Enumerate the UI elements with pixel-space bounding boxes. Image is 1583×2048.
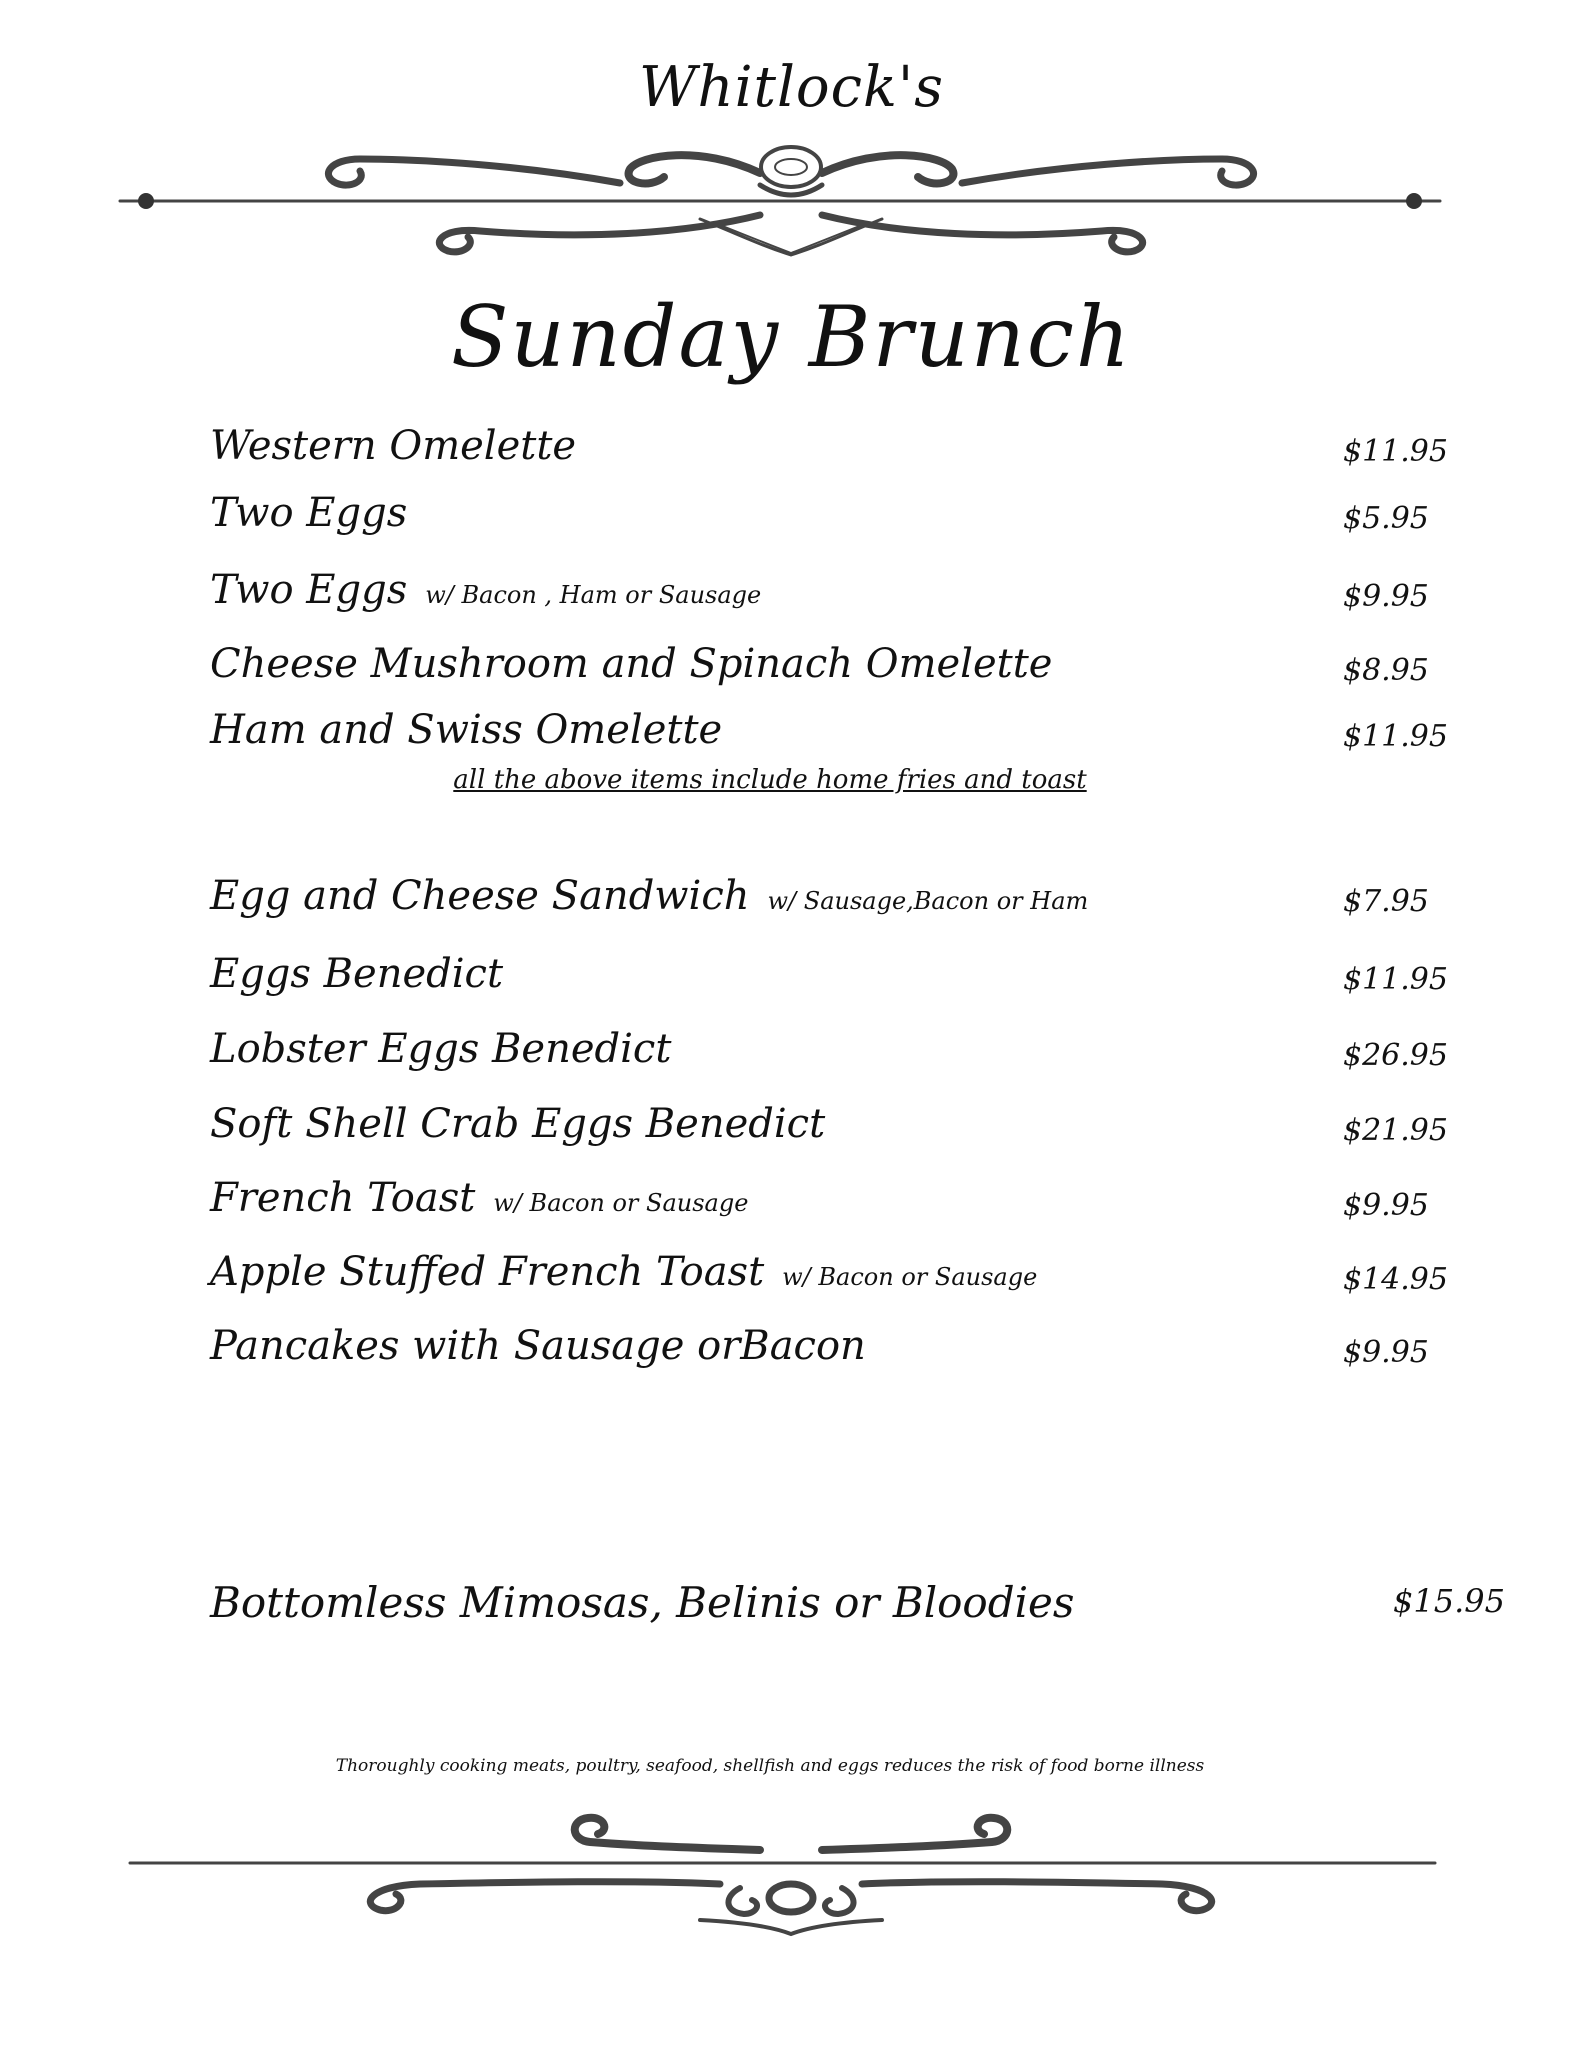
- restaurant-logo: Whitlock's: [638, 55, 945, 120]
- menu-item-price: $14.95: [1343, 1262, 1448, 1297]
- menu-item-price: $11.95: [1343, 434, 1448, 469]
- menu-item-name: Lobster Eggs Benedict: [210, 1026, 672, 1072]
- drink-item-price: $15.95: [1393, 1582, 1505, 1620]
- food-safety-disclaimer: Thoroughly cooking meats, poultry, seafood, shellfish and eggs reduces the risk of food borne illness: [335, 1756, 1205, 1776]
- menu-item-note: w/ Sausage,Bacon or Ham: [767, 887, 1089, 915]
- menu-item-name: Cheese Mushroom and Spinach Omelette: [210, 641, 1053, 687]
- menu-item-name: Western Omelette: [210, 423, 577, 469]
- bottom-ornament: [0, 1800, 1583, 1950]
- top-ornament: [0, 135, 1583, 265]
- menu-item-name: Two Eggs w/ Bacon , Ham or Sausage: [210, 567, 762, 613]
- menu-item-name: Ham and Swiss Omelette: [210, 707, 723, 753]
- menu-item-price: $9.95: [1343, 1335, 1429, 1370]
- drink-item-name: Bottomless Mimosas, Belinis or Bloodies: [210, 1578, 1075, 1627]
- menu-item-price: $7.95: [1343, 884, 1429, 919]
- menu-item-price: $9.95: [1343, 1188, 1429, 1223]
- menu-item-note: w/ Bacon or Sausage: [782, 1263, 1038, 1291]
- menu-item-name: Egg and Cheese Sandwich w/ Sausage,Bacon or Ham: [210, 873, 1089, 919]
- menu-item-name: Apple Stuffed French Toast w/ Bacon or Sausage: [210, 1249, 1038, 1295]
- menu-item-price: $11.95: [1343, 719, 1448, 754]
- menu-item-price: $11.95: [1343, 962, 1448, 997]
- menu-item-price: $8.95: [1343, 653, 1429, 688]
- menu-item-price: $26.95: [1343, 1038, 1448, 1073]
- menu-title: Sunday Brunch: [451, 288, 1132, 386]
- menu-item-price: $21.95: [1343, 1113, 1448, 1148]
- menu-item-note: w/ Bacon , Ham or Sausage: [425, 581, 762, 609]
- menu-item-name: Pancakes with Sausage orBacon: [210, 1323, 866, 1369]
- menu-item-name: French Toast w/ Bacon or Sausage: [210, 1175, 749, 1221]
- menu-item-name: Eggs Benedict: [210, 951, 504, 997]
- menu-item-name: Two Eggs: [210, 490, 408, 536]
- menu-item-price: $5.95: [1343, 501, 1429, 536]
- menu-item-note: w/ Bacon or Sausage: [493, 1189, 749, 1217]
- included-note: all the above items include home fries and toast: [453, 765, 1087, 795]
- menu-item-name: Soft Shell Crab Eggs Benedict: [210, 1101, 826, 1147]
- menu-item-price: $9.95: [1343, 579, 1429, 614]
